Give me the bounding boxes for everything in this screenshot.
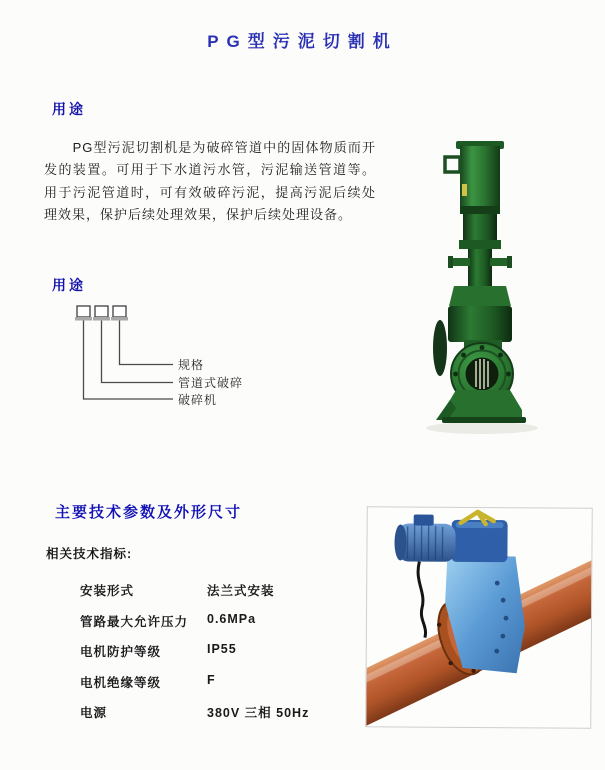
spec-value: F <box>207 673 216 687</box>
diagram-label-spec: 规格 <box>178 358 205 372</box>
motor-assembly <box>445 141 504 214</box>
spec-label: 电机绝缘等级 <box>80 676 162 690</box>
diagram-label-pipe-crush: 管道式破碎 <box>178 376 244 390</box>
spec-value: 法兰式安装 <box>207 584 275 598</box>
page-title: PG型污泥切割机 <box>207 32 398 51</box>
green-cutter-photo <box>398 128 593 443</box>
power-cable <box>418 562 426 638</box>
spec-label: 安装形式 <box>80 584 135 598</box>
cutter-blades <box>466 358 499 391</box>
section-heading-model: 用途 <box>52 277 86 293</box>
section-heading-parameters: 主要技术参数及外形尺寸 <box>55 504 243 521</box>
base-plate <box>436 390 526 423</box>
drive-column <box>448 214 512 287</box>
spec-value: IP55 <box>207 642 237 656</box>
spec-label: 管路最大允许压力 <box>80 615 189 629</box>
diagram-label-crusher: 破碎机 <box>178 393 218 407</box>
floor-shadow <box>426 422 538 434</box>
lifting-handle <box>445 157 460 172</box>
usage-paragraph: PG型污泥切割机是为破碎管道中的固体物质而开发的装置。可用于下水道污水管，污泥输送管道等。用于污泥管道时，可有效破碎污泥，提高污泥后续处理效果，保护后续处理效果，保护后续处理设备。 <box>44 140 376 223</box>
spec-label: 电机防护等级 <box>80 645 162 659</box>
terminal-box <box>414 515 434 526</box>
subheading-indicators: 相关技术指标: <box>46 547 133 561</box>
pipeline-cutter-photo <box>365 506 593 729</box>
diagram-lines <box>75 306 173 399</box>
spec-value: 0.6MPa <box>207 612 257 626</box>
spec-label: 电源 <box>80 706 108 720</box>
spec-value: 380V 三相 50Hz <box>207 706 310 720</box>
side-flange <box>433 320 447 376</box>
section-heading-usage: 用途 <box>52 101 86 117</box>
